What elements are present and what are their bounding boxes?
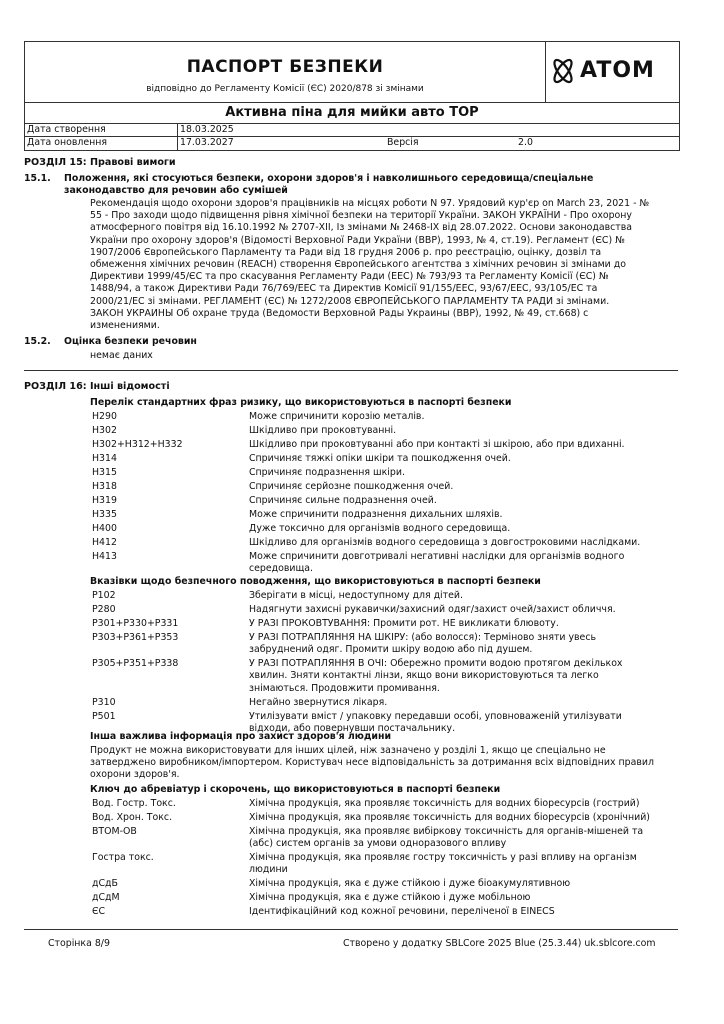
text-line: Хімічна продукція, яка проявляє токсичність для водних біоресурсів (гострий) [249, 798, 640, 809]
phrase-text [249, 892, 674, 904]
phrase-code: P501 [92, 710, 116, 722]
section-16-heading: РОЗДІЛ 16: Інші відомості [24, 381, 170, 392]
text-line: 1488/94, а також Директиви Ради 76/769/ЕЕС та Директив Комісії 91/155/ЕЕС, 93/67/ЕЕС, 93/105/ЕС та [90, 283, 598, 295]
text-line: 1907/2006 Європейського Парламенту та Ради від 18 грудня 2006 р. про реєстрацію, оцінку, дозвіл та [90, 246, 602, 258]
text-line: Директиви 1999/45/ЄС та про скасування Регламенту Ради (ЕЕС) № 793/93 та Регламенту Комісії (ЄС) № [90, 271, 609, 283]
subsection-title: Оцінка безпеки речовин [64, 336, 197, 347]
legislation-text [90, 198, 678, 332]
text-line: Хімічна продукція, яка проявляє токсичність для водних біоресурсів (хронічний) [249, 812, 650, 823]
phrase-code: P310 [92, 696, 116, 708]
phrase-code: H314 [92, 453, 117, 464]
text-line: Може спричинити довготривалі негативні наслідки для організмів водного [249, 551, 625, 562]
text-line: Спричиняє подразнення шкіри. [249, 467, 405, 478]
phrase-code: P102 [92, 590, 116, 601]
phrase-text [249, 658, 674, 695]
text-line: Надягнути захисні рукавички/захисний одяг/захист очей/захист обличчя. [249, 604, 616, 615]
phrase-text [249, 906, 674, 918]
phrase-code: H400 [92, 523, 117, 534]
text-line: забруднений одяг. Промити шкіру водою або під душем. [249, 644, 533, 656]
text-line: затверджено виробником/імпортером. Користувач несе відповідальність за дотримання всіх відповідних правил [90, 757, 654, 769]
text-line: Може спричинити подразнення дихальних шляхів. [249, 509, 503, 520]
phrase-text [249, 481, 674, 493]
text-line: середовища. [249, 563, 314, 575]
text-line: Хімічна продукція, яка проявляє гостру токсичність у разі впливу на організм [249, 852, 637, 864]
text-line: У РАЗІ ПОТРАПЛЯННЯ В ОЧІ: Обережно промити водою протягом декількох [249, 658, 623, 670]
p-phrases-title: Вказівки щодо безпечного поводження, що використовуються в паспорті безпеки [90, 576, 541, 587]
generator-credit: Створено у додатку SBLCore 2025 Blue (25.3.44) uk.sblcore.com [343, 938, 656, 949]
text-line: Може спричинити корозію металів. [249, 411, 425, 422]
subsection-title: Положення, які стосуються безпеки, охорони здоров'я і навколишнього середовища/спеціальне [64, 173, 594, 184]
text-line: Дуже токсично для організмів водного середовища. [249, 523, 511, 534]
text-line: хвилин. Зняти контактні лінзи, якщо вони використовуються та легко [249, 670, 599, 682]
version-label: Версія [387, 137, 419, 148]
text-line: Хімічна продукція, яка проявляє вибіркову токсичність для органів-мішеней та [249, 826, 644, 837]
phrase-code: дСдБ [92, 878, 118, 890]
phrase-code: дСдМ [92, 892, 120, 904]
created-label: Дата створення [27, 124, 106, 135]
text-line: (абс) систем органів за умови одноразового впливу [249, 838, 507, 850]
phrase-text [249, 425, 674, 437]
text-line: Хімічна продукція, яка є дуже стійкою і дуже мобільною [249, 892, 531, 904]
phrase-text [249, 604, 674, 616]
phrase-code: Вод. Хрон. Токс. [92, 812, 173, 823]
other-info-title: Інша важлива інформація про захист здоров'я людини [90, 731, 392, 742]
phrase-text [249, 826, 674, 850]
phrase-text [249, 798, 674, 810]
phrase-text [249, 551, 674, 575]
no-data-text: немає даних [90, 350, 153, 361]
phrase-code: P303+P361+P353 [92, 632, 179, 643]
footer-divider [24, 929, 678, 930]
phrase-code: H413 [92, 551, 117, 562]
text-line: 2000/21/ЕС зі змінами. РЕГЛАМЕНТ (ЄС) № 1272/2008 ЄВРОПЕЙСЬКОГО ПАРЛАМЕНТУ ТА РАДИ зі змінами. [90, 295, 610, 307]
updated-label: Дата оновлення [27, 137, 108, 148]
created-value: 18.03.2025 [180, 124, 234, 135]
phrase-code: P301+P330+P331 [92, 618, 179, 629]
phrase-code: ЄС [92, 906, 106, 918]
phrase-text [249, 453, 674, 465]
text-line: У РАЗІ ПРОКОВТУВАННЯ: Промити рот. НЕ викликати блювоту. [249, 618, 559, 629]
product-name: Активна піна для мийки авто TOP [225, 105, 479, 120]
divider [25, 136, 679, 137]
document-title: ПАСПОРТ БЕЗПЕКИ [186, 57, 384, 77]
phrase-text [249, 537, 674, 549]
phrase-code: H302 [92, 425, 117, 436]
text-line: Хімічна продукція, яка є дуже стійкою і дуже біоакумулятивною [249, 878, 571, 890]
phrase-code: H290 [92, 411, 117, 422]
atom-logo-icon [548, 58, 578, 84]
phrase-text [249, 618, 674, 630]
text-line: охорони здоров'я. [90, 769, 180, 781]
text-line: Рекомендація щодо охорони здоров'я працівників на місцях роботи N 97. Урядовий кур'єр on March 23, 2021 - № [90, 198, 650, 209]
phrase-code: P280 [92, 604, 116, 615]
text-line: ЗАКОН УКРАИНЫ Об охране труда (Ведомости Верховной Рады Украины (ВВР), 1992, № 49, ст.668) с [90, 307, 589, 319]
text-line: Шкідливо при проковтуванні. [249, 425, 397, 436]
h-phrases-title: Перелік стандартних фраз ризику, що використовуються в паспорті безпеки [90, 397, 512, 408]
version-value: 2.0 [518, 137, 533, 148]
page-number: Сторінка 8/9 [48, 938, 110, 949]
section-divider [24, 370, 678, 371]
phrase-text [249, 523, 674, 535]
phrase-code: ВТОМ-ОВ [92, 826, 137, 837]
text-line: знімаються. Продовжити промивання. [249, 682, 440, 694]
phrase-text [249, 411, 674, 423]
phrase-text [249, 632, 674, 656]
text-line: У РАЗІ ПОТРАПЛЯННЯ НА ШКІРУ: (або волосся): Терміново зняти увесь [249, 632, 597, 643]
phrase-text [249, 697, 674, 709]
subsection-number: 15.1. [24, 173, 51, 184]
phrase-code: H319 [92, 495, 117, 506]
text-line: атмосферного повітря від 16.10.1992 № 2707-XII, Із змінами № 2468-IX від 28.07.2022. Основи законодавства [90, 222, 632, 234]
phrase-code: Вод. Гостр. Токс. [92, 798, 176, 809]
table-divider [177, 123, 178, 150]
text-line: 55 - Про заходи щодо підвищення рівня хімічної безпеки на території України. ЗАКОН УКРАЇНИ - Про охорону [90, 210, 632, 222]
phrase-text [249, 439, 674, 451]
text-line: обмеження хімічних речовин (REACH) створення Європейського агентства з хімічних речовин зі змінами до [90, 259, 626, 271]
text-line: відходи, або повернувши постачальнику. [249, 722, 456, 734]
phrase-text [249, 852, 674, 876]
text-line: Утилізувати вміст / упаковку передавши особі, уповноваженій утилізувати [249, 710, 622, 722]
abbr-title: Ключ до абревіатур і скорочень, що використовуються в паспорті безпеки [90, 784, 501, 795]
phrase-text [249, 590, 674, 602]
phrase-code: H335 [92, 509, 117, 520]
text-line: України про охорону здоров'я (Відомості Верховної Ради України (ВВР), 1993, № 4, ст.19). Регламент (ЄС) № [90, 234, 625, 246]
phrase-code: H318 [92, 481, 117, 492]
text-line: Продукт не можна використовувати для інших цілей, ніж зазначено у розділі 1, якщо це спеціально не [90, 745, 606, 756]
text-line: Спричиняє тяжкі опіки шкіри та пошкодження очей. [249, 453, 511, 464]
logo-text: ATOM [580, 58, 655, 83]
phrase-code: H412 [92, 537, 117, 548]
text-line: Ідентифікаційний код кожної речовини, переліченої в EINECS [249, 906, 555, 918]
other-info-text [90, 745, 678, 782]
text-line: людини [249, 864, 288, 876]
company-logo [548, 56, 678, 86]
text-line: Спричиняє сильне подразнення очей. [249, 495, 437, 506]
phrase-code: H315 [92, 467, 117, 478]
phrase-text [249, 467, 674, 479]
text-line: Спричиняє серйозне пошкодження очей. [249, 481, 454, 492]
updated-value: 17.03.2027 [180, 137, 234, 148]
phrase-code: H302+H312+H332 [92, 439, 183, 450]
phrase-text [249, 509, 674, 521]
document-header [24, 41, 680, 151]
text-line: Шкідливо при проковтуванні або при контакті зі шкірою, або при вдиханні. [249, 439, 625, 450]
text-line: Зберігати в місці, недоступному для дітей. [249, 590, 463, 601]
phrase-text [249, 495, 674, 507]
subsection-title: законодавство для речовин або сумішей [64, 185, 288, 196]
phrase-text [249, 812, 674, 824]
section-15-heading: РОЗДІЛ 15: Правові вимоги [24, 157, 176, 168]
phrase-code: P305+P351+P338 [92, 658, 179, 670]
divider [25, 102, 679, 103]
regulation-reference: відповідно до Регламенту Комісії (ЄС) 2020/878 зі змінами [146, 84, 424, 94]
text-line: Шкідливо для організмів водного середовища з довгостроковими наслідками. [249, 537, 641, 548]
phrase-code: Гостра токс. [92, 852, 154, 864]
subsection-number: 15.2. [24, 336, 51, 347]
text-line: изменениями. [90, 320, 160, 332]
divider [25, 123, 679, 124]
text-line: Негайно звернутися лікаря. [249, 696, 388, 708]
phrase-text [249, 878, 674, 890]
header-divider [545, 42, 546, 102]
